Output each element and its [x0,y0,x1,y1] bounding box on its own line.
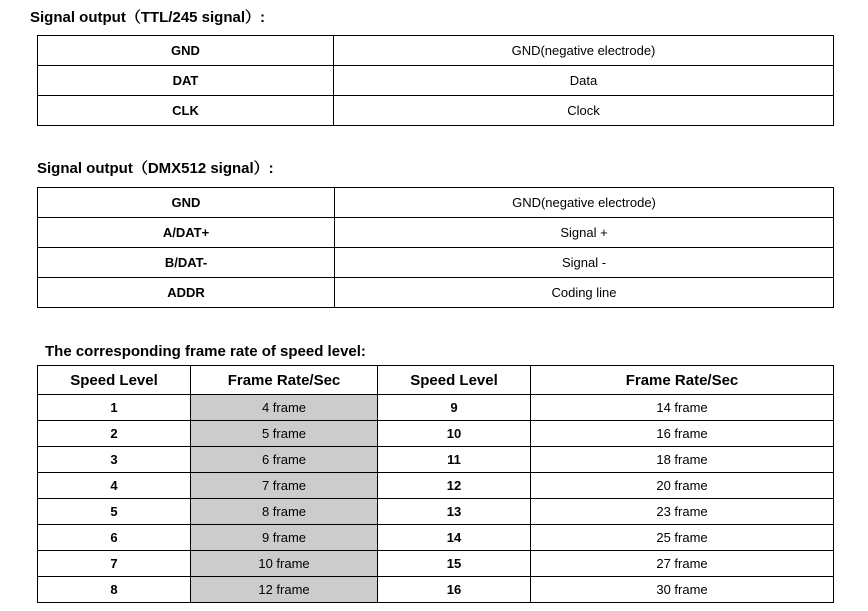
dmx-heading: Signal output（DMX512 signal）: [37,160,274,177]
frame-rate: 9 frame [191,525,378,551]
frame-rate: 5 frame [191,421,378,447]
column-header: Frame Rate/Sec [531,366,834,395]
column-header: Frame Rate/Sec [191,366,378,395]
speed-level: 7 [38,551,191,577]
frame-rate: 12 frame [191,577,378,603]
speed-frame-rate-table [37,365,834,603]
speed-level: 10 [378,421,531,447]
table-row [38,188,834,218]
dmx-signal-table [37,187,834,308]
column-header: Speed Level [38,366,191,395]
pin-description: GND(negative electrode) [335,188,834,218]
frame-rate: 23 frame [531,499,834,525]
table-row [38,473,834,499]
pin-description: Signal + [335,218,834,248]
frame-rate: 6 frame [191,447,378,473]
header-row [38,366,834,395]
ttl-signal-table [37,35,834,126]
table-row [38,278,834,308]
frame-rate: 27 frame [531,551,834,577]
table-row [38,499,834,525]
table-row [38,577,834,603]
speed-level: 5 [38,499,191,525]
pin-name: ADDR [38,278,335,308]
table-row [38,447,834,473]
pin-name: CLK [38,96,334,126]
speed-level: 1 [38,395,191,421]
table-row [38,218,834,248]
frame-rate: 18 frame [531,447,834,473]
pin-description: Clock [334,96,834,126]
speed-level: 16 [378,577,531,603]
table-row [38,395,834,421]
speed-level: 4 [38,473,191,499]
frame-rate: 20 frame [531,473,834,499]
pin-name: DAT [38,66,334,96]
frame-rate: 10 frame [191,551,378,577]
speed-level: 14 [378,525,531,551]
table-row [38,421,834,447]
pin-description: Coding line [335,278,834,308]
pin-description: Signal - [335,248,834,278]
frame-rate: 8 frame [191,499,378,525]
pin-description: GND(negative electrode) [334,36,834,66]
frame-rate: 25 frame [531,525,834,551]
speed-level: 12 [378,473,531,499]
table-row [38,96,834,126]
table-row [38,248,834,278]
speed-level: 3 [38,447,191,473]
speed-level: 2 [38,421,191,447]
speed-level: 8 [38,577,191,603]
frame-rate: 16 frame [531,421,834,447]
pin-description: Data [334,66,834,96]
pin-name: A/DAT+ [38,218,335,248]
speed-level: 11 [378,447,531,473]
frame-rate: 7 frame [191,473,378,499]
column-header: Speed Level [378,366,531,395]
frame-rate: 4 frame [191,395,378,421]
speed-heading: The corresponding frame rate of speed level: [45,343,366,360]
frame-rate: 30 frame [531,577,834,603]
pin-name: B/DAT- [38,248,335,278]
pin-name: GND [38,36,334,66]
speed-level: 13 [378,499,531,525]
speed-level: 9 [378,395,531,421]
table-row [38,551,834,577]
ttl-heading: Signal output（TTL/245 signal）: [30,9,266,26]
frame-rate: 14 frame [531,395,834,421]
table-row [38,66,834,96]
speed-level: 6 [38,525,191,551]
pin-name: GND [38,188,335,218]
table-row [38,36,834,66]
speed-level: 15 [378,551,531,577]
table-row [38,525,834,551]
